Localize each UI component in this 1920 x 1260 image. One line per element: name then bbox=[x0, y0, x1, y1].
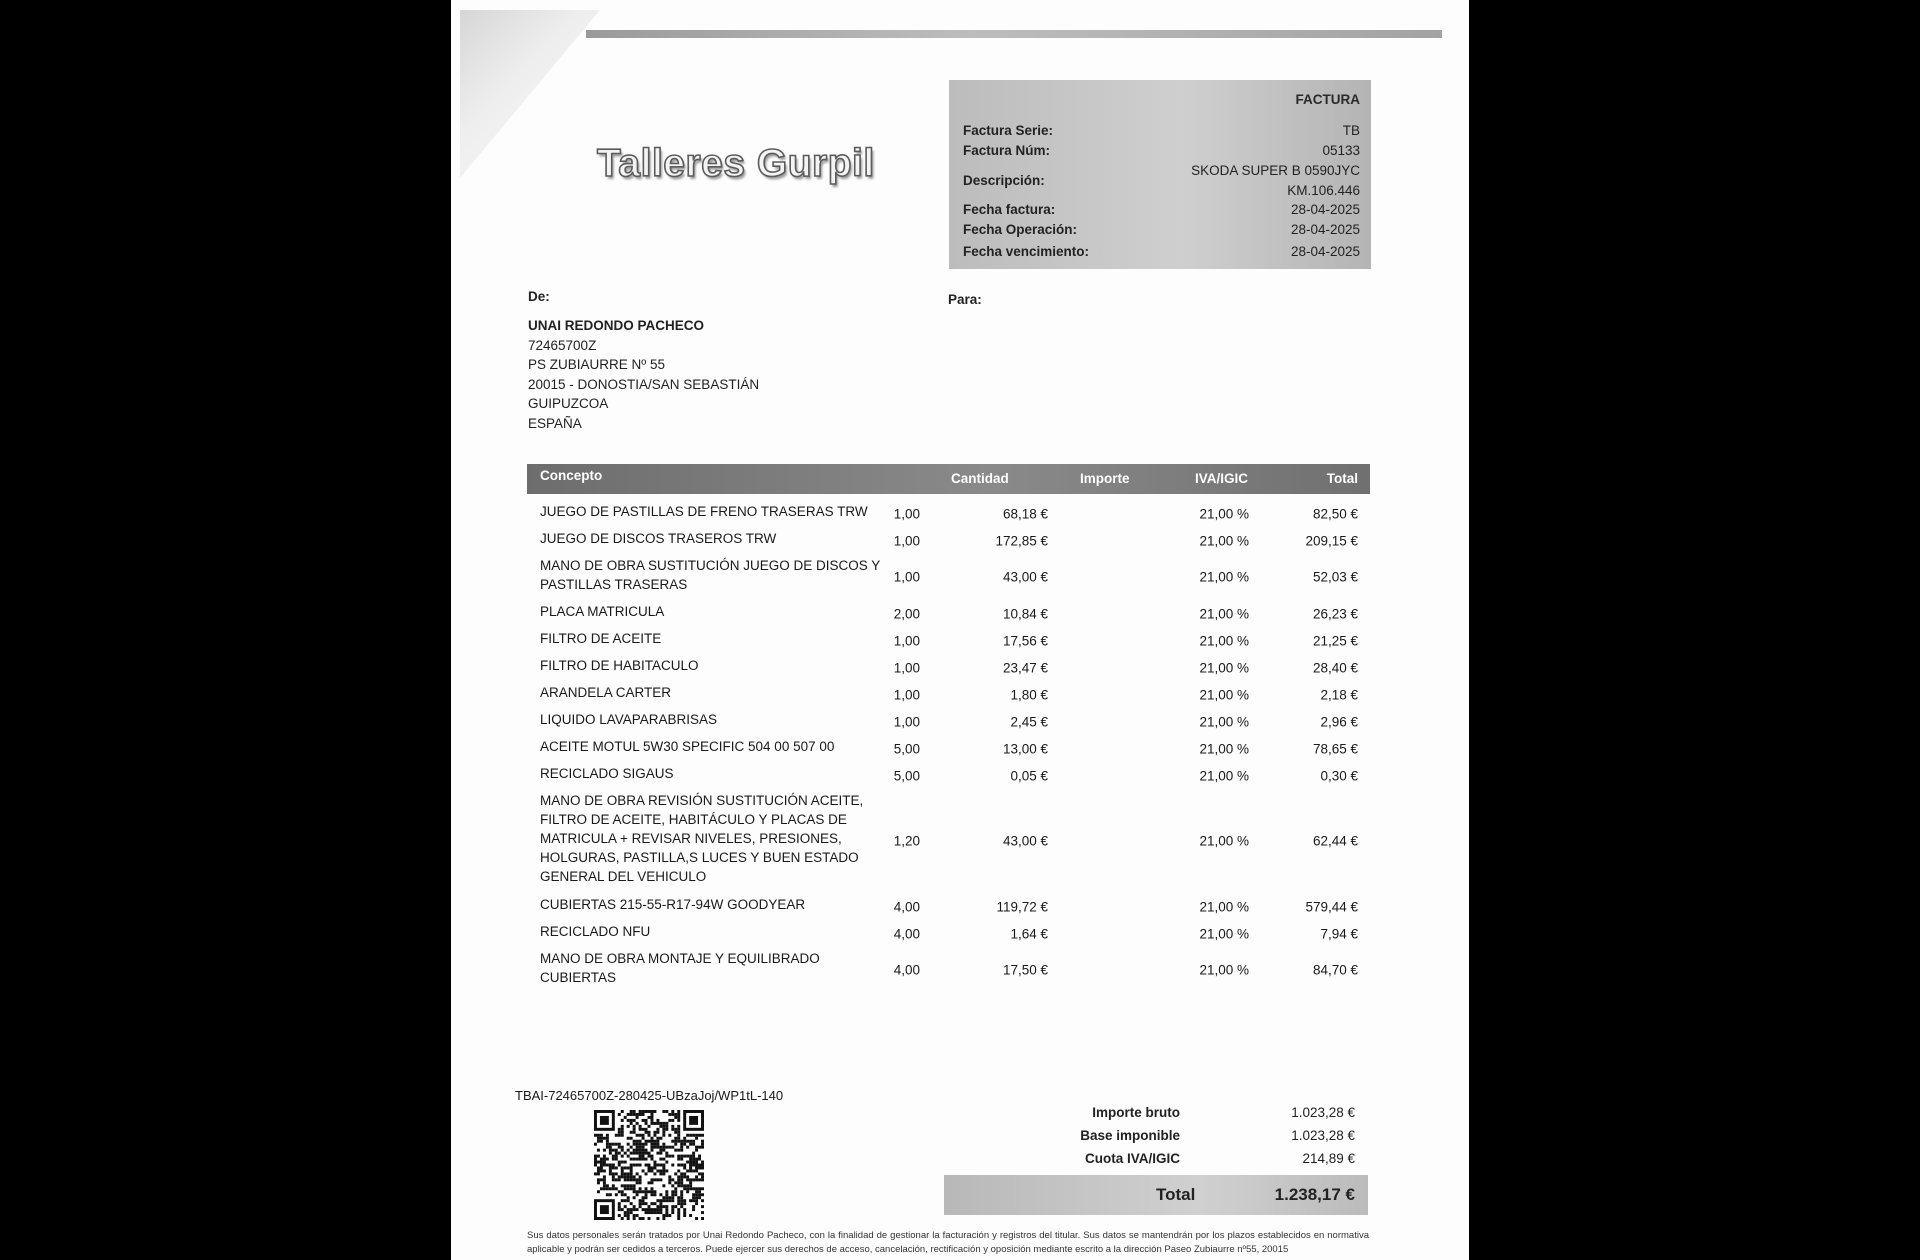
info-label: Fecha factura: bbox=[963, 202, 1056, 217]
table-row bbox=[527, 789, 1370, 893]
table-row bbox=[527, 600, 1370, 627]
info-row-descripcion bbox=[963, 162, 1360, 202]
table-row bbox=[527, 627, 1370, 654]
cell-total: 579,44 € bbox=[1305, 899, 1358, 914]
cell-qty: 1,00 bbox=[893, 506, 920, 521]
cell-concept: ARANDELA CARTER bbox=[540, 685, 672, 700]
sender-line: 72465700Z bbox=[528, 337, 597, 353]
cell-price: 10,84 € bbox=[1002, 606, 1048, 621]
items-table-body bbox=[527, 500, 1370, 993]
cell-concept: JUEGO DE DISCOS TRASEROS TRW bbox=[540, 531, 777, 546]
summary-label: Base imponible bbox=[1080, 1128, 1180, 1143]
table-row bbox=[527, 947, 1370, 993]
cell-vat: 21,00 % bbox=[1199, 714, 1249, 729]
sender-name: UNAI REDONDO PACHECO bbox=[528, 318, 705, 333]
cell-price: 17,56 € bbox=[1002, 633, 1048, 648]
cell-qty: 5,00 bbox=[893, 768, 920, 783]
info-row-fecha-operacion bbox=[963, 222, 1360, 240]
cell-price: 68,18 € bbox=[1002, 506, 1048, 521]
cell-concept: PLACA MATRICULA bbox=[540, 604, 665, 619]
cell-concept: FILTRO DE HABITACULO bbox=[540, 658, 699, 673]
cell-concept: JUEGO DE PASTILLAS DE FRENO TRASERAS TRW bbox=[540, 504, 868, 519]
cell-total: 84,70 € bbox=[1312, 962, 1358, 978]
cell-price: 17,50 € bbox=[1002, 962, 1048, 978]
cell-price: 43,00 € bbox=[1002, 833, 1048, 849]
cell-qty: 5,00 bbox=[893, 741, 920, 756]
summary-value: 214,89 € bbox=[1302, 1151, 1355, 1166]
cell-concept: MANO DE OBRA SUSTITUCIÓN JUEGO DE DISCOS Y PASTILLAS TRASERAS bbox=[540, 558, 881, 592]
company-logo: Talleres Gurpil bbox=[597, 142, 875, 185]
info-value: 28-04-2025 bbox=[1290, 202, 1360, 217]
cell-price: 172,85 € bbox=[995, 533, 1048, 548]
cell-price: 13,00 € bbox=[1002, 741, 1048, 756]
cell-total: 209,15 € bbox=[1305, 533, 1358, 548]
cell-concept: FILTRO DE ACEITE bbox=[540, 631, 662, 646]
grand-total-box bbox=[944, 1175, 1368, 1215]
cell-price: 2,45 € bbox=[1010, 714, 1048, 729]
info-row-serie bbox=[963, 123, 1360, 141]
cell-total: 52,03 € bbox=[1312, 569, 1358, 585]
invoice-title: FACTURA bbox=[1295, 92, 1360, 107]
cell-total: 7,94 € bbox=[1320, 926, 1358, 941]
cell-concept: MANO DE OBRA REVISIÓN SUSTITUCIÓN ACEITE, FILTRO DE ACEITE, HABITÁCULO Y PLACAS DE MATRICULA + REVISAR NIVELES, PRESIONES, HOLGURAS, PASTILLA,S LUCES Y BUEN ESTADO GENERAL DEL VEHICULO bbox=[540, 793, 864, 884]
cell-vat: 21,00 % bbox=[1199, 741, 1249, 756]
items-table-header bbox=[527, 464, 1370, 494]
cell-price: 0,05 € bbox=[1010, 768, 1048, 783]
cell-qty: 1,00 bbox=[893, 633, 920, 648]
cell-price: 43,00 € bbox=[1002, 569, 1048, 585]
info-row-fecha-factura bbox=[963, 202, 1360, 220]
info-label: Fecha vencimiento: bbox=[963, 244, 1090, 259]
cell-vat: 21,00 % bbox=[1199, 569, 1249, 585]
cell-concept: ACEITE MOTUL 5W30 SPECIFIC 504 00 507 00 bbox=[540, 739, 835, 754]
summary-row-gross bbox=[851, 1105, 1355, 1125]
sender-line: 20015 - DONOSTIA/SAN SEBASTIÁN bbox=[528, 376, 760, 392]
cell-vat: 21,00 % bbox=[1199, 899, 1249, 914]
header-concept: Concepto bbox=[540, 468, 603, 483]
sender-line: ESPAÑA bbox=[528, 415, 582, 431]
scan-top-line bbox=[586, 30, 1442, 38]
tbai-code: TBAI-72465700Z-280425-UBzaJoj/WP1tL-140 bbox=[515, 1088, 784, 1103]
cell-qty: 2,00 bbox=[893, 606, 920, 621]
info-value: 28-04-2025 bbox=[1290, 222, 1360, 237]
cell-vat: 21,00 % bbox=[1199, 926, 1249, 941]
info-row-fecha-vencimiento bbox=[963, 244, 1360, 262]
cell-price: 1,64 € bbox=[1010, 926, 1048, 941]
invoice-page bbox=[451, 0, 1469, 1260]
table-row bbox=[527, 527, 1370, 554]
cell-vat: 21,00 % bbox=[1199, 687, 1249, 702]
header-qty: Cantidad bbox=[951, 471, 1009, 486]
qr-code-icon bbox=[594, 1110, 704, 1220]
cell-total: 21,25 € bbox=[1312, 633, 1358, 648]
table-row bbox=[527, 893, 1370, 920]
info-value: SKODA SUPER B 0590JYC bbox=[1191, 163, 1360, 178]
cell-total: 2,18 € bbox=[1320, 687, 1358, 702]
sender-address bbox=[528, 316, 759, 434]
cell-total: 2,96 € bbox=[1320, 714, 1358, 729]
from-label: De: bbox=[528, 289, 550, 304]
summary-value: 1.023,28 € bbox=[1291, 1128, 1355, 1143]
cell-total: 78,65 € bbox=[1312, 741, 1358, 756]
invoice-info-box bbox=[949, 80, 1371, 269]
table-row bbox=[527, 554, 1370, 600]
header-price: Importe bbox=[1080, 471, 1130, 486]
cell-total: 26,23 € bbox=[1312, 606, 1358, 621]
cell-price: 1,80 € bbox=[1010, 687, 1048, 702]
cell-concept: RECICLADO NFU bbox=[540, 924, 651, 939]
info-label: Fecha Operación: bbox=[963, 222, 1078, 237]
cell-concept: LIQUIDO LAVAPARABRISAS bbox=[540, 712, 718, 727]
cell-qty: 1,00 bbox=[893, 533, 920, 548]
summary-row-vat bbox=[851, 1151, 1355, 1171]
summary-row-taxable bbox=[851, 1128, 1355, 1148]
cell-qty: 1,20 bbox=[893, 833, 920, 849]
summary-label: Cuota IVA/IGIC bbox=[1084, 1151, 1180, 1166]
info-label: Factura Serie: bbox=[963, 123, 1054, 138]
cell-vat: 21,00 % bbox=[1199, 533, 1249, 548]
cell-qty: 1,00 bbox=[893, 714, 920, 729]
cell-total: 0,30 € bbox=[1320, 768, 1358, 783]
info-label: Factura Núm: bbox=[963, 143, 1051, 158]
cell-total: 82,50 € bbox=[1312, 506, 1358, 521]
cell-price: 119,72 € bbox=[996, 899, 1048, 914]
total-label: Total bbox=[1156, 1185, 1196, 1204]
cell-qty: 1,00 bbox=[893, 687, 920, 702]
info-value: 28-04-2025 bbox=[1290, 244, 1360, 259]
summary-value: 1.023,28 € bbox=[1291, 1105, 1355, 1120]
cell-total: 28,40 € bbox=[1312, 660, 1358, 675]
cell-vat: 21,00 % bbox=[1199, 633, 1249, 648]
sender-line: PS ZUBIAURRE Nº 55 bbox=[528, 357, 665, 373]
cell-vat: 21,00 % bbox=[1199, 606, 1249, 621]
table-row bbox=[527, 681, 1370, 708]
cell-vat: 21,00 % bbox=[1199, 660, 1249, 675]
header-vat: IVA/IGIC bbox=[1195, 471, 1249, 486]
table-row bbox=[527, 920, 1370, 947]
table-row bbox=[527, 762, 1370, 789]
cell-vat: 21,00 % bbox=[1199, 833, 1249, 849]
cell-vat: 21,00 % bbox=[1199, 962, 1249, 978]
info-value-km: KM.106.446 bbox=[1287, 183, 1360, 198]
info-value: 05133 bbox=[1322, 143, 1360, 158]
summary-label: Importe bruto bbox=[1092, 1105, 1180, 1120]
cell-qty: 4,00 bbox=[893, 926, 920, 941]
cell-concept: MANO DE OBRA MONTAJE Y EQUILIBRADO CUBIERTAS bbox=[540, 951, 820, 985]
cell-qty: 1,00 bbox=[893, 569, 920, 585]
cell-qty: 4,00 bbox=[893, 899, 920, 914]
cell-vat: 21,00 % bbox=[1199, 506, 1249, 521]
cell-qty: 4,00 bbox=[893, 962, 920, 978]
table-row bbox=[527, 654, 1370, 681]
table-row bbox=[527, 500, 1370, 527]
cell-concept: CUBIERTAS 215-55-R17-94W GOODYEAR bbox=[540, 897, 806, 912]
privacy-footer: Sus datos personales serán tratados por Unai Redondo Pacheco, con la finalidad de gestionar la facturación y registros del titular. Sus datos se mantendrán por los plazos establecidos en normativa aplicable y podrán ser cedidos a terceros. Puede ejercer sus derechos de acceso, cancelación, rectificación y oposición mediante escrito a la dirección Paseo Zubiaurre nº55, 20015 bbox=[527, 1230, 1369, 1255]
cell-total: 62,44 € bbox=[1312, 833, 1358, 849]
cell-vat: 21,00 % bbox=[1199, 768, 1249, 783]
table-row bbox=[527, 735, 1370, 762]
cell-price: 23,47 € bbox=[1002, 660, 1048, 675]
folded-corner bbox=[460, 10, 600, 178]
table-row bbox=[527, 708, 1370, 735]
cell-qty: 1,00 bbox=[893, 660, 920, 675]
info-row-numero bbox=[963, 143, 1360, 161]
info-label: Descripción: bbox=[963, 173, 1045, 188]
info-value: TB bbox=[1342, 123, 1360, 138]
to-label: Para: bbox=[948, 292, 982, 307]
cell-concept: RECICLADO SIGAUS bbox=[540, 766, 674, 781]
total-value: 1.238,17 € bbox=[1274, 1185, 1355, 1204]
header-total: Total bbox=[1326, 471, 1358, 486]
sender-line: GUIPUZCOA bbox=[528, 396, 609, 412]
